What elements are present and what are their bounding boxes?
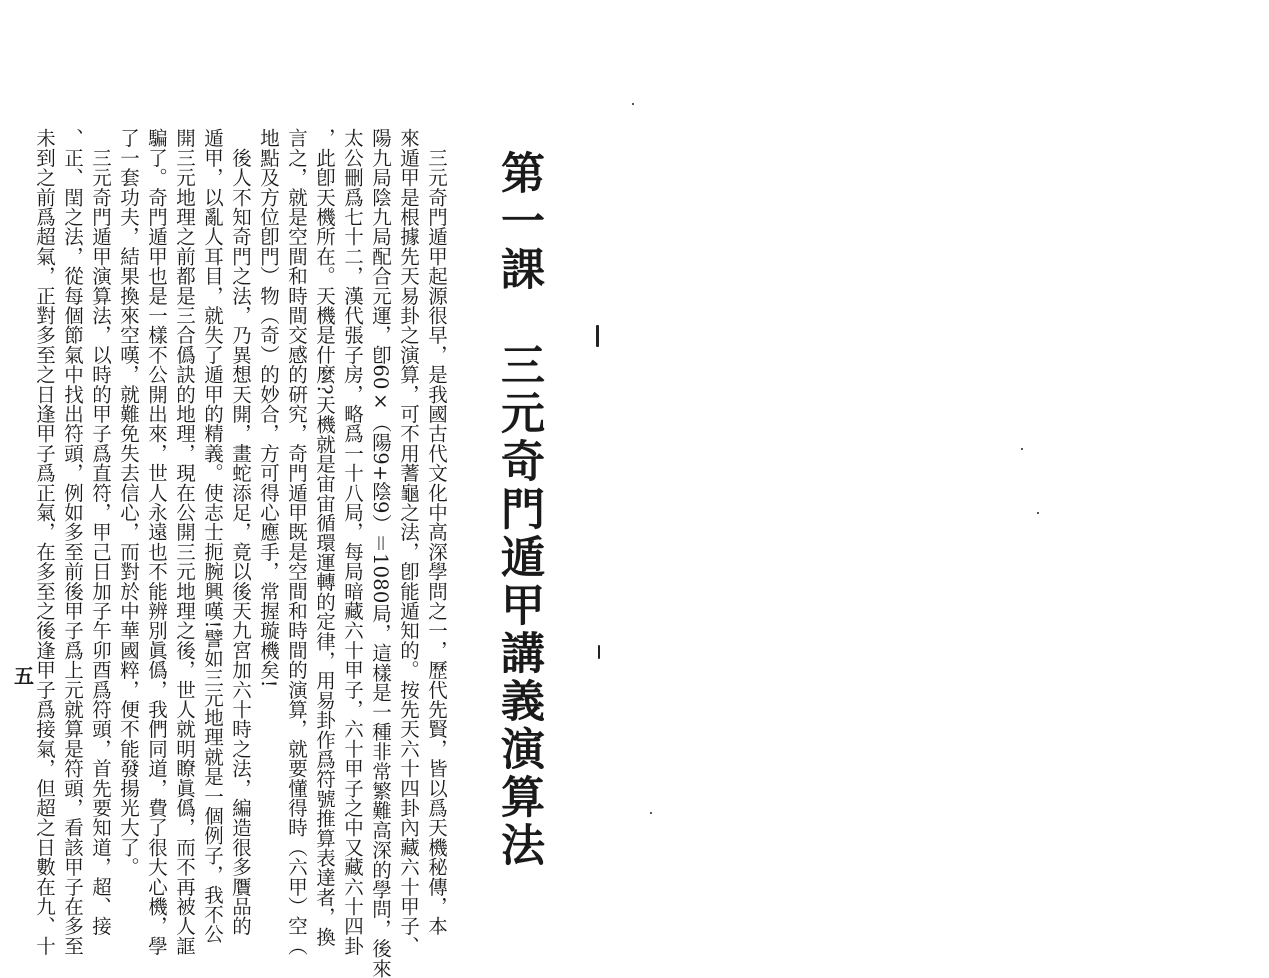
lesson-heading: 三元奇門遁甲講義演算法 bbox=[493, 342, 544, 870]
scan-mark bbox=[650, 812, 652, 814]
text-column-14: 、正、閏之法，從每個節氣中找出符頭，例如多至前後甲子爲上元就算是符頭，看該甲子在多至 bbox=[61, 128, 84, 956]
text-column-8: 後人不知奇門之法，乃異想天開，畫蛇添足，竟以後天九宮加六十時之法，編造很多贋品的 bbox=[229, 128, 252, 936]
text-column-5: ，此卽天機所在。天機是什麼?天機就是宙宙循環運轉的定律，用易卦作爲符號推算表達者，換 bbox=[313, 128, 336, 947]
text-column-7: 地點及方位卽門）物（奇）的妙合，方可得心應手，常握璇機矣! bbox=[257, 128, 280, 688]
scan-mark bbox=[596, 325, 599, 347]
text-column-10: 開三元地理之前都是三合僞訣的地理，現在公開三元地理之後，世人就明瞭眞僞，而不再被人誆 bbox=[173, 128, 196, 956]
chapter-title bbox=[486, 150, 550, 870]
text-column-9: 遁甲，以亂人耳目，就失了遁甲的精義。使志士扼腕興嘆!譬如三元地理就是一個例子，我不公 bbox=[201, 128, 224, 944]
text-column-15: 未到之前爲超氣，正對多至之日逢甲子爲正氣，在多至之後逢甲子爲接氣，但超之日數在九、十 bbox=[33, 128, 56, 956]
scan-mark bbox=[598, 645, 600, 659]
lesson-number: 第一課 bbox=[493, 150, 544, 294]
text-column-4: 太公刪爲七十二，漢代張子房，略爲一十八局，每局暗藏六十甲子，六十甲子之中又藏六十四卦 bbox=[341, 128, 364, 956]
text-column-1: 三元奇門遁甲起源很早，是我國古代文化中高深學問之一，歷代先賢，皆以爲天機秘傳，本 bbox=[425, 128, 448, 936]
text-column-12: 了一套功夫，結果換來空嘆，就難免失去信心，而對於中華國粹，便不能發揚光大了。 bbox=[117, 128, 140, 877]
text-column-13: 三元奇門遁甲演算法，以時的甲子爲直符，甲己日加子午卯酉爲符頭，首先要知道，超、接 bbox=[89, 128, 112, 936]
scan-mark bbox=[1037, 512, 1039, 514]
text-column-11: 騙了。奇門遁甲也是一樣不公開出來，世人永遠也不能辨別眞僞，我們同道，費了很大心機，學 bbox=[145, 128, 168, 956]
text-column-6: 言之，就是空間和時間交感的硏究，奇門遁甲既是空間和時間的演算，就要懂得時（六甲）空（ bbox=[285, 128, 308, 956]
text-column-2: 來遁甲是根據先天易卦之演算，可不用蓍龜之法，卽能遁知的。按先天六十四卦內藏六十甲子、 bbox=[397, 128, 420, 956]
text-column-3: 陽九局陰九局配合元運，卽60×（陽9+陰9）＝1080局，這樣是一種非常繁難高深的學問，後來 bbox=[369, 128, 392, 978]
scan-mark bbox=[632, 103, 634, 105]
page-number: 五 bbox=[14, 664, 34, 688]
scan-mark bbox=[1021, 448, 1023, 450]
